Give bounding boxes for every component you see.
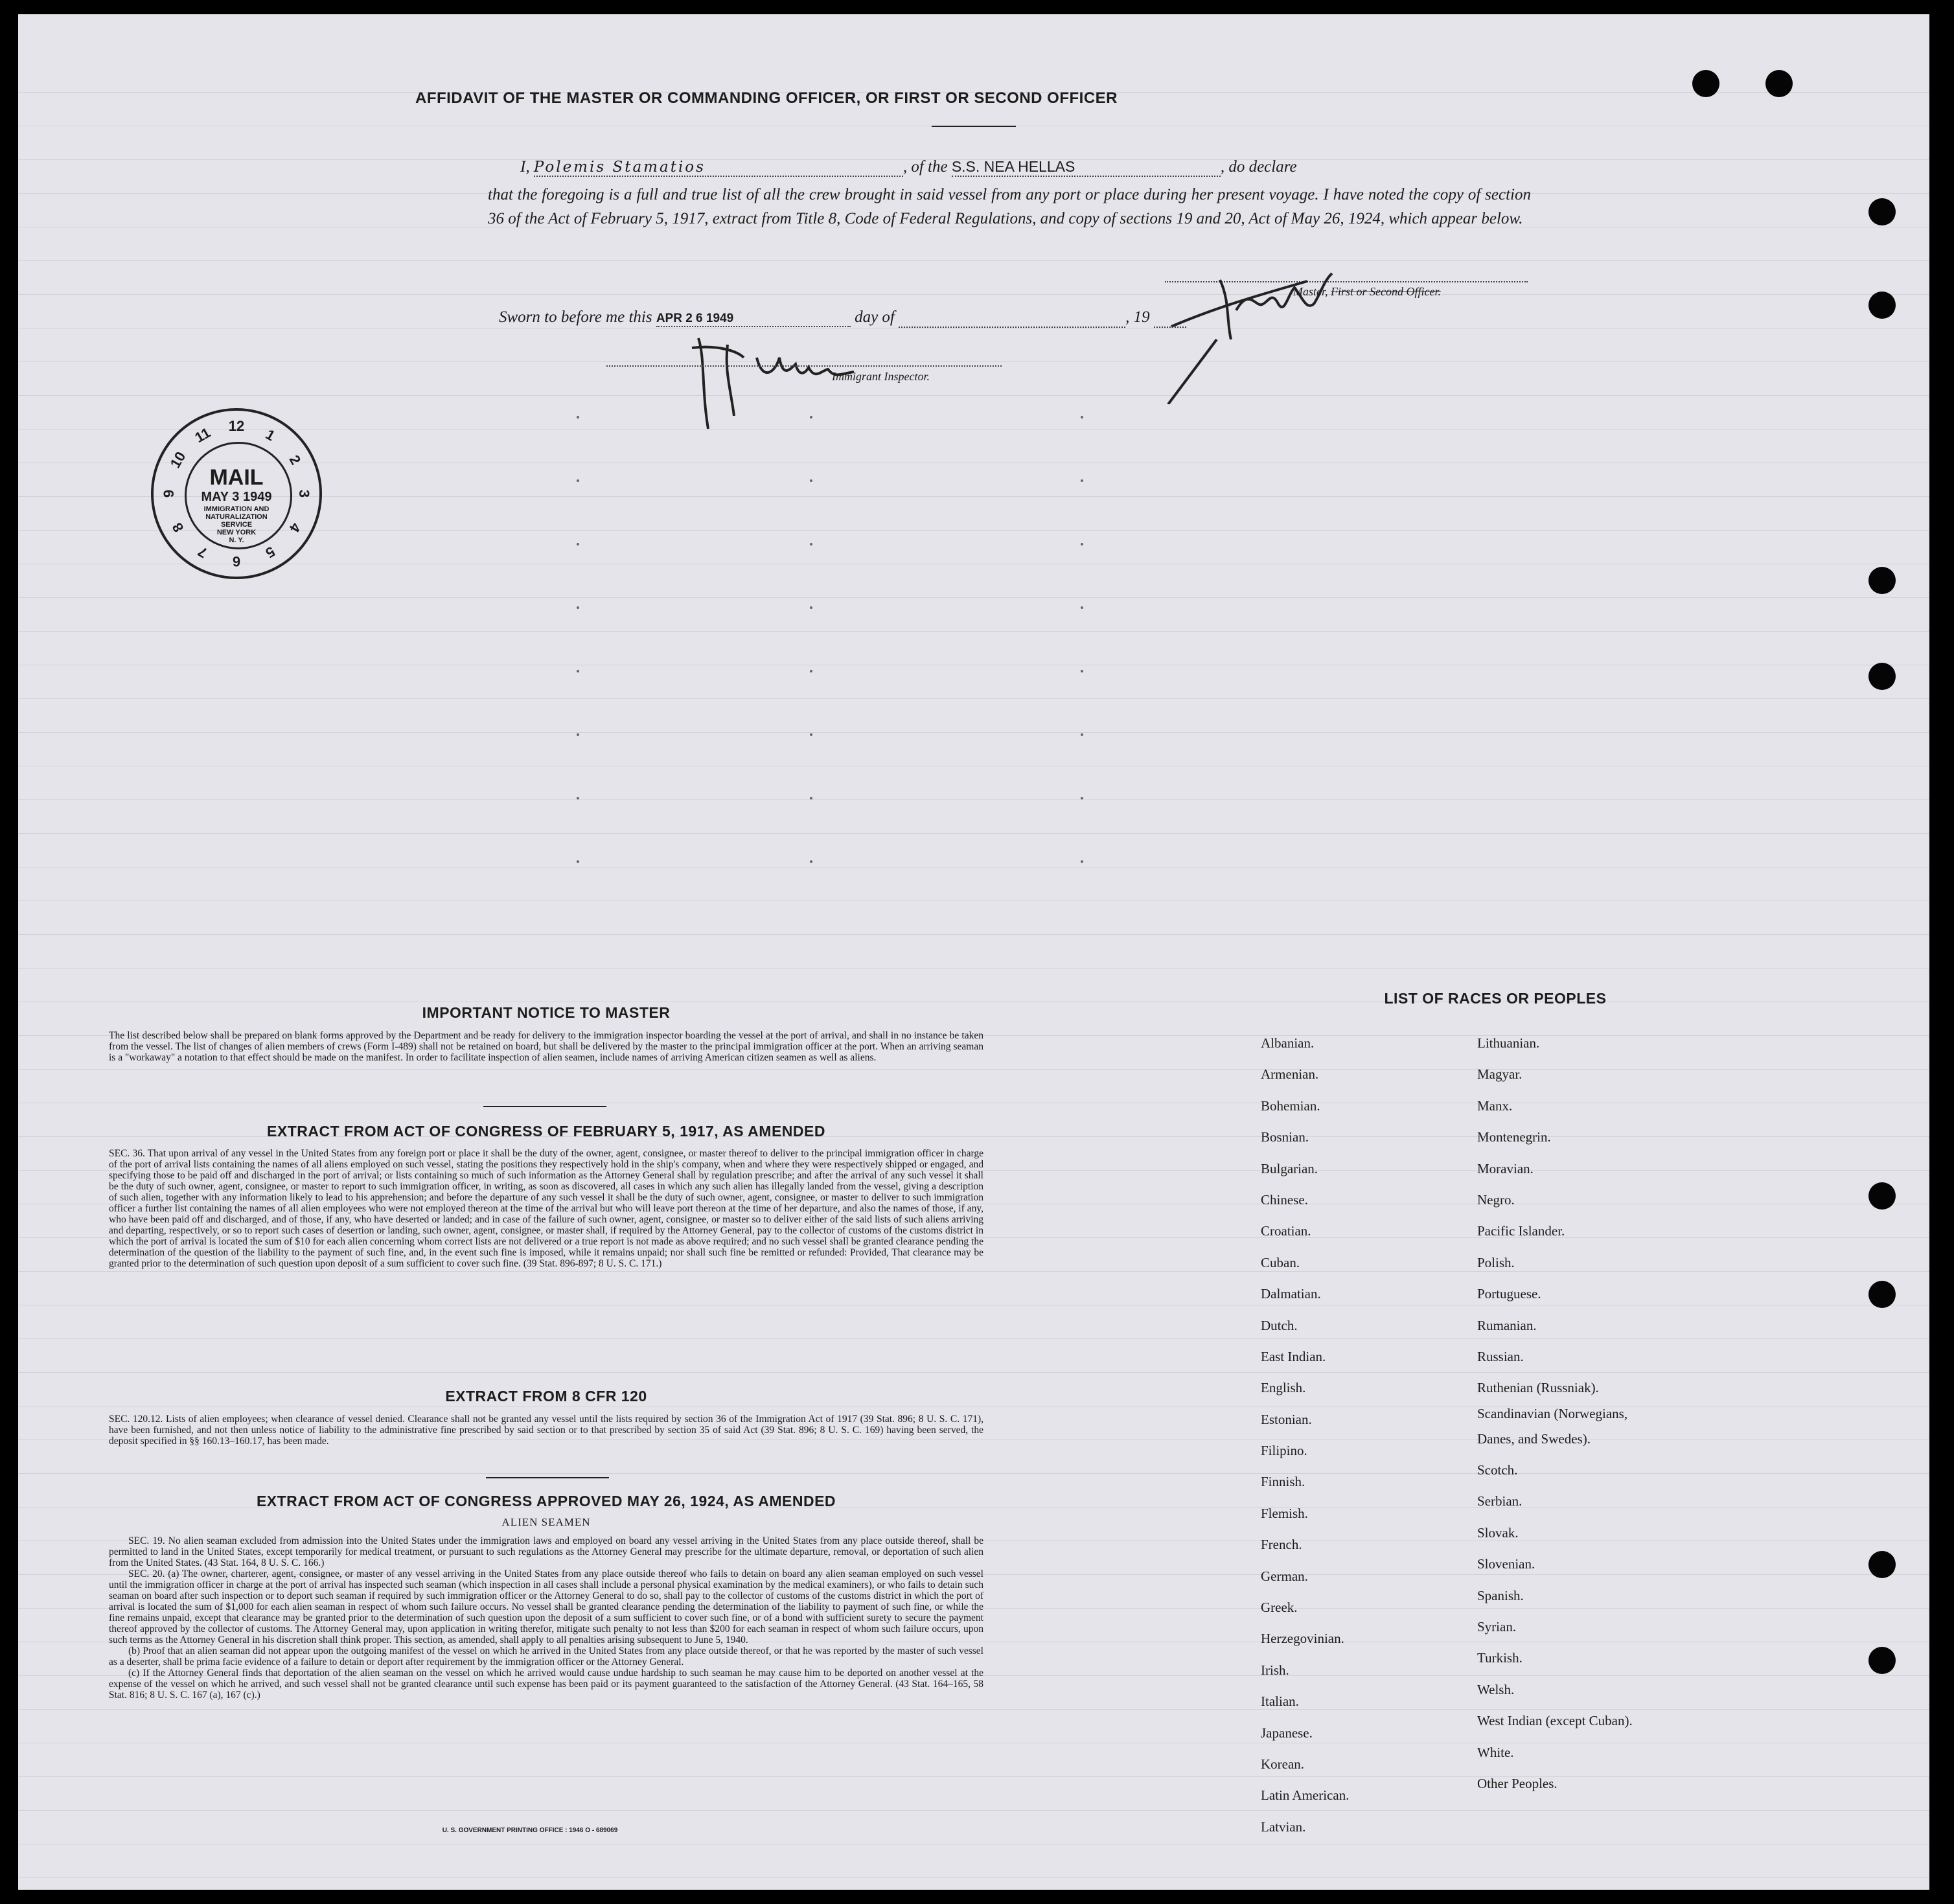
column-dot (577, 416, 579, 419)
stamp-hour: 11 (192, 424, 214, 446)
declaration-body: that the foregoing is a full and true list of all the crew brought in said vessel from any port or place during her present voyage. I have noted the copy of section 36 of the Act of February 5, 1917, extract from Title 8, Code of Federal Regulations, and copy of sections 19 and 20, Act of May 26, 1924, which appear below. (488, 186, 1531, 227)
inspector-signature (666, 319, 899, 448)
race-item: Estonian. (1261, 1411, 1312, 1427)
race-item: Moravian. (1477, 1160, 1534, 1176)
column-dot (810, 670, 812, 672)
column-dot (1081, 860, 1083, 863)
extract-1924-subtitle: ALIEN SEAMEN (501, 1516, 591, 1528)
race-item: Serbian. (1477, 1493, 1523, 1509)
notice-title: IMPORTANT NOTICE TO MASTER (422, 1004, 671, 1021)
month-field (899, 308, 1125, 328)
stamp-mail: MAIL (209, 465, 264, 490)
race-item: German. (1261, 1568, 1308, 1584)
punch-hole (1868, 198, 1896, 225)
column-dot (810, 606, 812, 609)
race-item: Latin American. (1261, 1787, 1350, 1804)
column-dot (577, 860, 579, 863)
ruled-line (18, 260, 1929, 261)
ruled-line (18, 934, 1929, 935)
race-item: Slovak. (1477, 1524, 1519, 1541)
stamp-hour: 1 (262, 426, 278, 444)
race-item: Russian. (1477, 1348, 1524, 1364)
race-item: Welsh. (1477, 1681, 1515, 1697)
column-dot (1081, 543, 1083, 545)
column-dot (810, 860, 812, 863)
column-dot (810, 543, 812, 545)
stamp-hour: 12 (228, 418, 245, 434)
ruled-line (18, 597, 1929, 598)
punch-hole (1868, 1551, 1896, 1578)
column-dot (1081, 733, 1083, 736)
ruled-line (18, 968, 1929, 969)
race-item: Polish. (1477, 1254, 1515, 1270)
ruled-line (18, 429, 1929, 430)
race-item: English. (1261, 1380, 1306, 1396)
ruled-line (18, 833, 1929, 834)
column-dot (1081, 606, 1083, 609)
race-item: Chinese. (1261, 1191, 1308, 1208)
year-field (1154, 308, 1186, 328)
extract-1917-body: SEC. 36. That upon arrival of any vessel in the United States from any foreign port or place it shall be the duty of the owner, agent, consignee, or master thereof to deliver to the principal immigration officer in charge of the port of arrival lists containing the names of all aliens employed on such vessel, stating the positions they respectively hold in the ship's company, when and where they were respectively shipped or engaged, and specifying those to be paid off and discharged in the port of arrival; or lists containing so much of such information as the Attorney General shall by regulation prescribe; and after the arrival of any such vessel it shall be the duty of such owner, agent, consignee, or master to report to such immigration officer, in writing, as soon as discovered, all cases in which any such alien has illegally landed from the vessel, giving a description of such alien, together with any information likely to lead to his apprehension; and before the departure of any such vessel it shall be the duty of such owner, agent, consignee, or master to deliver to such immigration officer a further list containing the names of all alien employees who were not employed thereon at the time of the arrival but who will leave port thereon at the time of her departure, and also the names of those, if any, who have been paid off and discharged, and of those, if any, who have deserted or landed; and in case of the failure of such owner, agent, consignee, or master so to deliver either of the said lists of such aliens arriving and departing, respectively, or so to report such cases of desertion or landing, such owner, agent, consignee, or master shall, if required by the Attorney General, pay to the collector of customs of the customs district in which the port of arrival is located the sum of $10 for each alien concerning whom correct lists are not delivered or a true report is not made as above required; and no such vessel shall be granted clearance pending the determination of the question of the liability to the payment of such fine, and, in the event such fine is imposed, while it remains unpaid; nor shall such fine be remitted or refunded: Provided, That clearance may be granted prior to the determination of such question upon deposit of a sum sufficient to cover such fine. (39 Stat. 896-897; 8 U. S. C. 171.) (109, 1148, 983, 1269)
race-item: Bosnian. (1261, 1129, 1309, 1145)
column-dot (577, 797, 579, 799)
stamp-hour: 7 (195, 543, 211, 562)
column-dot (1081, 670, 1083, 672)
punch-hole (1868, 1647, 1896, 1674)
race-item: Portuguese. (1477, 1286, 1541, 1302)
stamp-hour: 6 (232, 553, 241, 569)
race-item: Croatian. (1261, 1223, 1311, 1239)
race-item: Spanish. (1477, 1587, 1524, 1603)
master-name-field: Polemis Stamatios (534, 159, 903, 177)
race-item: Magyar. (1477, 1066, 1523, 1083)
stamp-hour: 3 (296, 489, 312, 498)
sec-20a: SEC. 20. (a) The owner, charterer, agent, consignee, or master of any vessel arriving in the United States from any place outside thereof who fails to detain on board any alien seaman employed on such vessel until the immigration officer in charge at the port of arrival has inspected such seaman (which inspection in all cases shall include a personal physical examination by the medical examiners), or who fails to detain such seaman on board after such inspection or to deport such seaman if required by such immigration officer or the Attorney General to do so, shall pay to the collector of customs of the customs district in which the port of arrival is located the sum of $1,000 for each alien seaman in respect of whom such failure occurs. No vessel shall be granted clearance pending the determination of the liability to payment of such fine, or while the fine remains unpaid, except that clearance may be granted prior to the determination of such question upon the deposit of a sum sufficient to cover such fine, or of a bond with sufficient surety to secure the payment thereof approved by the collector of customs. The Attorney General may, upon application in writing therefor, mitigate such penalty to not less than $200 for each seaman in respect of whom such failure occurs, upon such terms as the Attorney General in his discretion shall think proper. This section, as amended, shall apply to all penalties arising subsequent to June 5, 1940. (109, 1568, 983, 1646)
race-item: Finnish. (1261, 1474, 1305, 1490)
race-item: Filipino. (1261, 1443, 1307, 1459)
column-dot (577, 606, 579, 609)
ruled-line (18, 294, 1929, 295)
column-dot (810, 416, 812, 419)
inspector-label: Immigrant Inspector. (832, 370, 930, 383)
stamp-hour: 10 (167, 448, 189, 471)
race-item: Herzegovinian. (1261, 1631, 1344, 1647)
stamp-hour: 2 (286, 452, 305, 468)
extract-1924-title: EXTRACT FROM ACT OF CONGRESS APPROVED MAY 26, 1924, AS AMENDED (256, 1493, 836, 1509)
mail-received-stamp (151, 408, 322, 579)
ruled-line (18, 395, 1929, 396)
sworn-line: Sworn to before me this APR 2 6 1949 day of , 19 (499, 308, 1186, 328)
column-dot (810, 479, 812, 482)
race-item: Danes, and Swedes). (1477, 1430, 1591, 1447)
race-item: Syrian. (1477, 1619, 1517, 1635)
race-item: Cuban. (1261, 1254, 1300, 1270)
column-dot (1081, 416, 1083, 419)
race-item: Flemish. (1261, 1505, 1308, 1521)
printer-line: U. S. GOVERNMENT PRINTING OFFICE : 1946 O - 689069 (442, 1827, 618, 1834)
sec-19: SEC. 19. No alien seaman excluded from admission into the United States under the immigration laws and employed on board any vessel arriving in the United States from any place outside thereof, shall be permitted to land in the United States, except temporarily for medical treatment, or pursuant to such regulations as the Attorney General may prescribe for the ultimate departure, removal, or deportation of such alien from the United States. (43 Stat. 164, 8 U. S. C. 166.) (109, 1535, 983, 1568)
race-item: Scandinavian (Norwegians, (1477, 1405, 1628, 1421)
race-item: Bulgarian. (1261, 1160, 1318, 1176)
column-dot (1081, 479, 1083, 482)
punch-hole (1868, 567, 1896, 594)
race-item: Montenegrin. (1477, 1129, 1551, 1145)
stamp-date: MAY 3 1949 (201, 490, 272, 504)
punch-hole (1765, 70, 1793, 97)
stamp-hour: 4 (286, 520, 305, 535)
column-dot (577, 733, 579, 736)
vessel-name-field: S.S. NEA HELLAS (952, 158, 1221, 177)
race-item: Italian. (1261, 1693, 1299, 1710)
ruled-line (18, 698, 1929, 699)
ruled-line (18, 799, 1929, 800)
inspector-line (606, 365, 1002, 367)
race-item: East Indian. (1261, 1348, 1326, 1364)
ruled-line (18, 900, 1929, 901)
race-item: Bohemian. (1261, 1097, 1320, 1114)
ruled-line (18, 1810, 1929, 1811)
ruled-line (18, 732, 1929, 733)
document-sheet (18, 14, 1929, 1890)
race-item: Turkish. (1477, 1650, 1523, 1666)
race-item: Ruthenian (Russniak). (1477, 1380, 1599, 1396)
date-stamp: APR 2 6 1949 (656, 312, 851, 327)
races-left-column (1261, 1027, 1455, 1842)
extract-1924-body (109, 1535, 983, 1701)
punch-hole (1868, 1281, 1896, 1308)
punch-hole (1868, 663, 1896, 690)
race-item: Negro. (1477, 1191, 1515, 1208)
race-item: Rumanian. (1477, 1317, 1537, 1333)
race-item: Slovenian. (1477, 1556, 1535, 1572)
sec-20b: (b) Proof that an alien seaman did not appear upon the outgoing manifest of the vessel on which he arrived in the United States from any place outside thereof, or that he was reported by the master of such vessel as a deserter, shall be prima facie evidence of a failure to detain or deport after requirement by the immigration officer or the Attorney General. (109, 1646, 983, 1668)
stamp-hour: 9 (161, 489, 177, 498)
ruled-line (18, 1877, 1929, 1878)
divider (486, 1477, 609, 1478)
race-item: White. (1477, 1744, 1514, 1760)
column-dot (810, 797, 812, 799)
notice-body: The list described below shall be prepared on blank forms approved by the Department and be ready for delivery to the immigration inspector boarding the vessel at the port of arrival, and shall in no instance be taken from the vessel. The list of changes of alien members of crews (Form I-489) shall not be retained on board, but shall be delivered by the master to the principal immigration officer at the port. When an arriving seaman is a "workaway" a notation to that effect should be made on the manifest. In order to facilitate inspection of alien seamen, include names of arriving American citizen seamen as well as aliens. (109, 1030, 983, 1063)
column-dot (577, 670, 579, 672)
race-item: Pacific Islander. (1477, 1223, 1565, 1239)
master-signature (1158, 242, 1392, 404)
stamp-office: IMMIGRATION AND NATURALIZATION SERVICE NEW YORK N. Y. (203, 505, 270, 544)
affidavit-title: AFFIDAVIT OF THE MASTER OR COMMANDING OFFICER, OR FIRST OR SECOND OFFICER (415, 89, 1118, 107)
race-item: Korean. (1261, 1756, 1305, 1772)
column-dot (577, 543, 579, 545)
punch-hole (1868, 1182, 1896, 1210)
race-item: Albanian. (1261, 1035, 1315, 1051)
race-item: Greek. (1261, 1600, 1298, 1616)
punch-hole (1868, 292, 1896, 319)
extract-1917-title: EXTRACT FROM ACT OF CONGRESS OF FEBRUARY 5, 1917, AS AMENDED (267, 1123, 825, 1140)
race-item: Armenian. (1261, 1066, 1319, 1083)
race-item: Manx. (1477, 1097, 1513, 1114)
extract-cfr-title: EXTRACT FROM 8 CFR 120 (445, 1388, 647, 1405)
race-item: Japanese. (1261, 1725, 1313, 1741)
race-item: Irish. (1261, 1662, 1289, 1678)
punch-hole (1692, 70, 1719, 97)
column-dot (577, 479, 579, 482)
ruled-line (18, 361, 1929, 362)
races-title: LIST OF RACES OR PEOPLES (1384, 990, 1607, 1007)
column-dot (1081, 797, 1083, 799)
race-item: Dalmatian. (1261, 1286, 1321, 1302)
race-item: Other Peoples. (1477, 1775, 1557, 1791)
sec-20c: (c) If the Attorney General finds that deportation of the alien seaman on the vessel on which he arrived would cause undue hardship to such seaman he may cause him to be deported on another vessel at the expense of the vessel on which he arrived, and such vessel shall not be granted clearance until such expense has been paid or its payment guaranteed to the satisfaction of the Attorney General. (43 Stat. 164–165, 58 Stat. 816; 8 U. S. C. 167 (a), 167 (c).) (109, 1668, 983, 1701)
divider (483, 1106, 606, 1107)
declaration-line: I, Polemis Stamatios , of the S.S. NEA HELLAS , do declare (520, 158, 1297, 176)
race-item: Latvian. (1261, 1818, 1306, 1835)
master-title: Master, First or Second Officer. (1293, 285, 1441, 298)
extract-cfr-body: SEC. 120.12. Lists of alien employees; when clearance of vessel denied. Clearance shall not be granted any vessel until the lists required by section 36 of the Immigration Act of 1917 (39 Stat. 896; 8 U. S. C. 171), have been furnished, and not then unless notice of liability to the administrative fine prescribed by said section or to that prescribed by section 35 of said Act (39 Stat. 896; 8 U. S. C. 169) having been served, the deposit specified in §§ 160.13–160.17, has been made. (109, 1414, 983, 1447)
race-item: West Indian (except Cuban). (1477, 1713, 1633, 1729)
stamp-hour: 5 (262, 543, 278, 562)
race-item: French. (1261, 1537, 1302, 1553)
stamp-hour: 8 (168, 520, 187, 535)
race-item: Lithuanian. (1477, 1035, 1540, 1051)
races-right-column (1477, 1027, 1756, 1799)
divider (932, 126, 1016, 127)
race-item: Scotch. (1477, 1462, 1518, 1478)
ruled-line (18, 631, 1929, 632)
race-item: Dutch. (1261, 1317, 1298, 1333)
column-dot (810, 733, 812, 736)
